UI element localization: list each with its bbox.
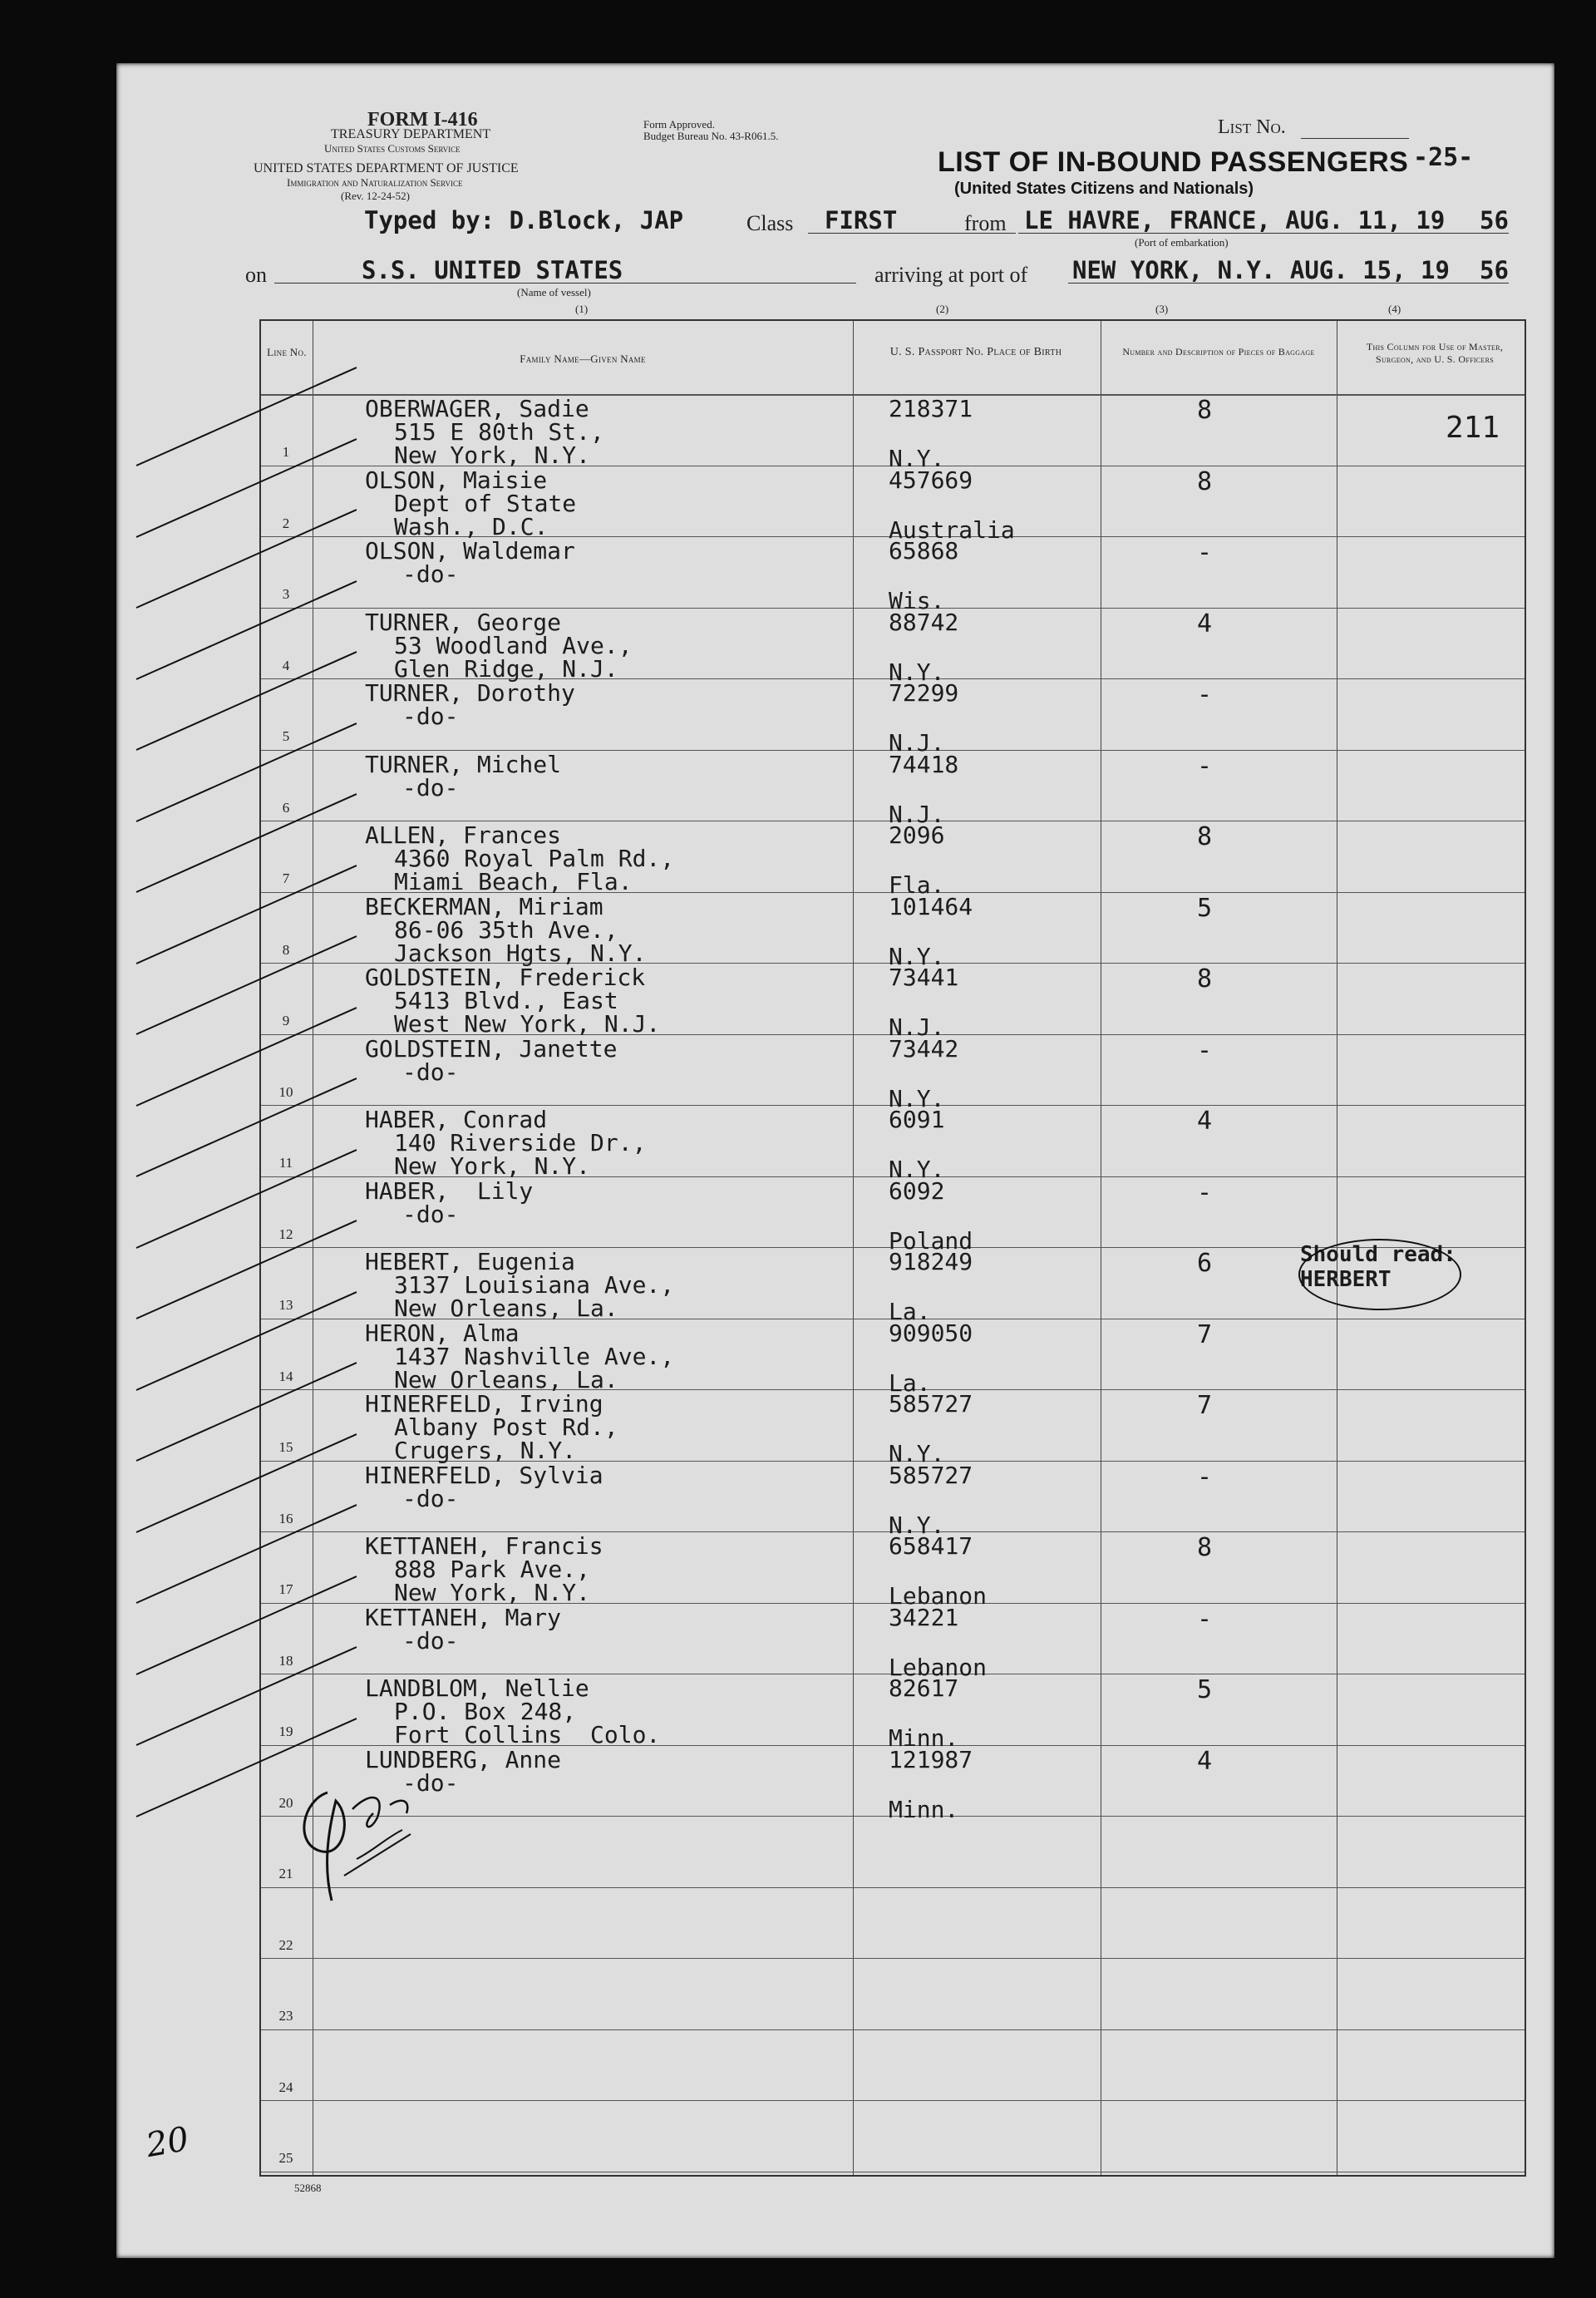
passport-number: 6091 [889,1106,945,1133]
passenger-address-line: 3137 Louisiana Ave., [394,1271,675,1299]
list-number: -25- [1413,143,1474,172]
line-number: 11 [278,1155,293,1171]
baggage-count: 5 [1196,1675,1213,1704]
baggage-count: - [1196,1035,1213,1065]
place-of-birth: N.Y. [889,942,945,970]
line-number: 20 [278,1794,293,1811]
line-number: 5 [282,728,290,744]
passenger-address-line: 4360 Royal Palm Rd., [394,845,675,872]
passport-number: 101464 [889,892,973,920]
place-of-birth: N.Y. [889,1156,945,1183]
passenger-address-line: Fort Collins Colo. [394,1721,661,1748]
place-of-birth: Fla. [889,871,945,899]
margin-mark: 20 [143,2119,192,2166]
passenger-address-line: New York, N.Y. [394,441,591,469]
passenger-name: HINERFELD, Irving [365,1390,603,1418]
passport-number: 88742 [889,608,959,636]
baggage-count: - [1196,1462,1213,1492]
correction-herbert: HERBERT [1300,1267,1392,1292]
line-number: 9 [282,1013,290,1028]
footer-code: 52868 [294,2182,322,2194]
passenger-address-line: P.O. Box 248, [394,1698,577,1725]
passenger-address-line: Dept of State [394,489,577,517]
col-header-baggage: Number and Description of Pieces of Baggage [1122,346,1315,358]
should-read-note: Should read: [1300,1242,1456,1267]
line-number: 3 [282,586,290,602]
passport-number: 585727 [889,1390,973,1418]
row-divider [261,2029,1525,2030]
passenger-address-line: -do- [402,560,459,588]
baggage-count: 6 [1196,1249,1213,1278]
passport-number: 73442 [889,1034,959,1063]
passport-number: 73441 [889,964,959,991]
line-number: 19 [278,1724,293,1739]
place-of-birth: Lebanon [889,1653,988,1681]
ins-service: Immigration and Naturalization Service [287,176,463,189]
place-of-birth: N.J. [889,800,945,828]
baggage-count: 4 [1196,1746,1213,1776]
col-header-officers: This Column for Use of Master, Surgeon, and U. S. Officers [1366,341,1504,365]
passenger-name: BECKERMAN, Miriam [365,892,603,920]
line-number: 17 [278,1581,293,1597]
passenger-name: OLSON, Waldemar [365,537,575,565]
place-of-birth: Wis. [889,587,945,614]
place-of-birth: N.Y. [889,1511,945,1539]
col-header-name: Family Name—Given Name [520,353,646,365]
line-number: 21 [278,1866,293,1881]
passenger-name: GOLDSTEIN, Janette [365,1034,618,1063]
passport-number: 72299 [889,679,959,707]
passenger-address-line: Crugers, N.Y. [394,1437,577,1464]
passenger-address-line: 86-06 35th Ave., [394,915,618,944]
passenger-name: ALLEN, Frances [365,821,562,849]
page-subtitle: (United States Citizens and Nationals) [954,180,1254,198]
passport-number: 6092 [889,1176,945,1205]
passenger-address-line: Glen Ridge, N.J. [394,654,618,683]
passenger-address-line: West New York, N.J. [394,1010,661,1038]
class-value: FIRST [825,206,898,234]
line-number: 14 [278,1368,293,1384]
line-number: 10 [278,1083,293,1100]
baggage-count: 8 [1196,1533,1213,1562]
line-number: 24 [278,2079,293,2095]
line-number: 23 [278,2008,293,2024]
list-no-label: List No. [1218,116,1286,138]
baggage-count: 8 [1196,396,1213,425]
col-header-line-no: Line No. [267,346,307,358]
line-number: 12 [278,1225,293,1242]
row-divider [261,1958,1525,1959]
passenger-address-line: -do- [402,1768,459,1797]
passenger-name: HABER, Lily [365,1176,534,1205]
place-of-birth: Minn. [889,1795,959,1823]
passport-number: 121987 [889,1745,973,1773]
line-number: 25 [278,2150,293,2166]
passenger-address-line: New York, N.Y. [394,1152,591,1180]
passenger-name: KETTANEH, Mary [365,1603,562,1631]
col-header-passport: U. S. Passport No. Place of Birth [889,346,1062,358]
place-of-birth: Poland [889,1226,973,1255]
passenger-address-line: -do- [402,1626,459,1654]
on-label: on [245,263,267,287]
baggage-count: 8 [1196,822,1213,851]
passport-number: 74418 [889,750,959,778]
passport-number: 65868 [889,537,959,565]
passenger-table [259,319,1526,2177]
line-number: 4 [282,657,290,673]
passenger-name: OBERWAGER, Sadie [365,395,589,422]
passenger-name: HABER, Conrad [365,1106,548,1133]
arrival-year: 56 [1480,256,1509,284]
form-number: FORM I-416 [367,109,478,131]
baggage-count: - [1196,680,1213,709]
line-number: 13 [278,1297,293,1313]
line-number: 15 [278,1439,293,1455]
passenger-name: TURNER, Michel [365,750,562,778]
passenger-name: HINERFELD, Sylvia [365,1461,603,1489]
passenger-address-line: 140 Riverside Dr., [394,1129,647,1156]
passenger-address-line: 888 Park Ave., [394,1556,591,1583]
place-of-birth: N.Y. [889,1440,945,1467]
arriving-label: arriving at port of [874,263,1028,287]
passenger-address-line: Miami Beach, Fla. [394,868,633,895]
passenger-address-line: 5413 Blvd., East [394,987,618,1014]
place-of-birth: Australia [889,515,1015,544]
passenger-name: TURNER, George [365,608,562,636]
place-of-birth: N.J. [889,1013,945,1041]
passenger-address-line: 1437 Nashville Ave., [394,1342,675,1370]
passenger-address-line: New Orleans, La. [394,1365,618,1393]
vessel-caption: (Name of vessel) [517,286,591,298]
line-number: 18 [278,1652,293,1669]
passenger-address-line: -do- [402,1484,459,1512]
port-embarkation: LE HAVRE, FRANCE, AUG. 11, 19 [1024,206,1446,234]
passport-number: 34221 [889,1603,959,1631]
customs-service: United States Customs Service [324,142,461,155]
passport-number: 2096 [889,821,945,849]
passport-number: 918249 [889,1248,973,1275]
treasury-dept: TREASURY DEPARTMENT [331,127,491,141]
passenger-address-line: New Orleans, La. [394,1294,618,1322]
officer-number: 211 [1446,411,1500,445]
port-embarkation-caption: (Port of embarkation) [1135,236,1229,249]
baggage-count: - [1196,1177,1213,1207]
baggage-count: - [1196,1604,1213,1634]
place-of-birth: Minn. [889,1724,959,1752]
passport-number: 457669 [889,466,973,494]
form-approved: Form Approved. [643,118,715,131]
line-number: 2 [282,515,290,531]
baggage-count: 7 [1196,1319,1213,1349]
class-label: Class [746,211,794,235]
col-num-1: (1) [575,303,589,315]
passenger-address-line: 53 Woodland Ave., [394,631,633,659]
passenger-name: HERON, Alma [365,1319,520,1347]
passport-number: 82617 [889,1674,959,1702]
baggage-count: 8 [1196,964,1213,994]
passenger-address-line: New York, N.Y. [394,1579,591,1606]
passenger-address-line: 515 E 80th St., [394,418,604,446]
passport-number: 218371 [889,395,973,422]
baggage-count: 4 [1196,1107,1213,1136]
place-of-birth: N.J. [889,729,945,757]
col-num-2: (2) [936,303,949,315]
vessel-name: S.S. UNITED STATES [362,256,623,284]
row-divider [261,2100,1525,2101]
justice-dept: UNITED STATES DEPARTMENT OF JUSTICE [254,161,519,175]
passport-number: 909050 [889,1319,973,1347]
passenger-address-line: Jackson Hgts, N.Y. [394,939,647,967]
line-number: 7 [282,870,290,886]
place-of-birth: N.Y. [889,658,945,686]
place-of-birth: La. [889,1298,931,1325]
line-number: 8 [282,941,290,958]
baggage-count: - [1196,538,1213,567]
passport-number: 585727 [889,1461,973,1489]
place-of-birth: N.Y. [889,1084,945,1112]
passenger-address-line: Wash., D.C. [394,512,549,540]
passenger-name: LANDBLOM, Nellie [365,1674,589,1702]
line-number: 16 [278,1510,293,1526]
baggage-count: 8 [1196,466,1213,496]
passenger-name: GOLDSTEIN, Frederick [365,964,646,991]
passport-number: 658417 [889,1532,973,1560]
correction-oval [1298,1239,1461,1310]
passenger-name: KETTANEH, Francis [365,1532,603,1560]
line-number: 6 [282,799,290,816]
revision: (Rev. 12-24-52) [341,190,410,202]
baggage-count: - [1196,751,1213,781]
typed-by: Typed by: D.Block, JAP [364,206,684,234]
baggage-count: 4 [1196,609,1213,639]
budget-bureau: Budget Bureau No. 43-R061.5. [643,130,779,142]
col-num-3: (3) [1155,303,1169,315]
place-of-birth: Lebanon [889,1582,988,1610]
passenger-address-line: -do- [402,1200,459,1228]
baggage-count: 7 [1196,1391,1213,1420]
page-title: LIST OF IN-BOUND PASSENGERS [938,146,1409,178]
passenger-address-line: -do- [402,1058,459,1086]
passenger-name: OLSON, Maisie [365,466,548,494]
signature-mark [294,1768,494,1909]
from-label: from [964,211,1007,235]
passenger-name: TURNER, Dorothy [365,679,575,707]
passenger-address-line: Albany Post Rd., [394,1413,618,1441]
line-number: 22 [278,1936,293,1953]
place-of-birth: La. [889,1368,931,1397]
passenger-address-line: -do- [402,703,459,730]
place-of-birth: N.Y. [889,445,945,472]
passenger-name: HEBERT, Eugenia [365,1248,575,1275]
passenger-address-line: -do- [402,773,459,801]
line-number: 1 [282,444,290,460]
passenger-name: LUNDBERG, Anne [365,1745,562,1773]
arrival-port: NEW YORK, N.Y. AUG. 15, 19 [1072,256,1450,284]
embark-year: 56 [1480,206,1509,234]
baggage-count: 5 [1196,893,1213,923]
col-num-4: (4) [1388,303,1401,315]
